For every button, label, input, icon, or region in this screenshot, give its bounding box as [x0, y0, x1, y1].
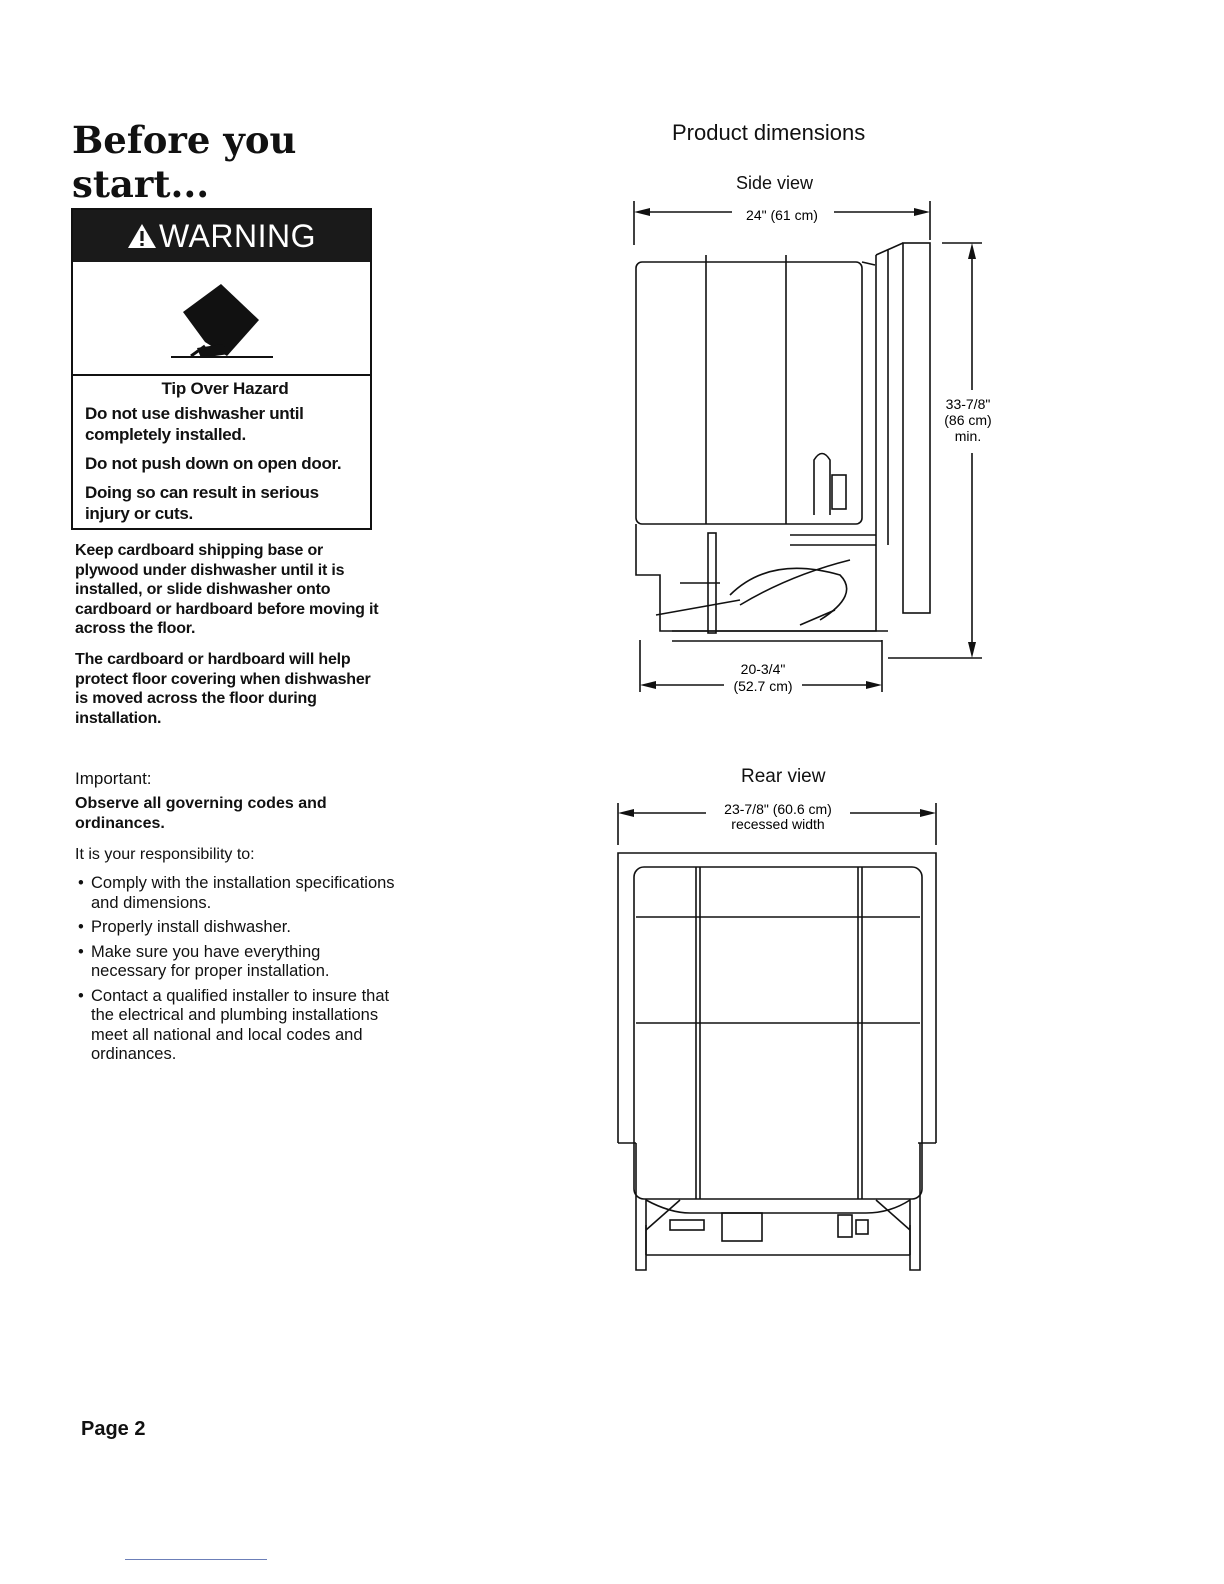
side-base-dimension-1: 20-3/4"	[740, 661, 786, 677]
list-item: • Make sure you have everything necessary for proper installation.	[78, 943, 398, 982]
observe-codes: Observe all governing codes and ordinances.	[75, 795, 327, 832]
warning-box	[71, 208, 372, 530]
responsibility-intro: It is your responsibility to:	[75, 846, 255, 863]
heading-line-1: Before you	[72, 118, 297, 162]
list-item: • Comply with the installation specifications and dimensions.	[78, 874, 398, 913]
rear-view-label: Rear view	[741, 766, 826, 787]
side-depth-dimension: 24" (61 cm)	[746, 207, 818, 223]
warning-header	[73, 210, 370, 262]
product-dimensions-title: Product dimensions	[672, 120, 866, 145]
warning-line: Do not use dishwasher until completely installed.	[85, 404, 304, 444]
warning-text	[85, 378, 365, 532]
hazard-title: Tip Over Hazard	[161, 379, 289, 398]
warning-line: Doing so can result in serious injury or cuts.	[85, 483, 319, 523]
side-view-diagram	[620, 195, 1020, 705]
important-label: Important:	[75, 769, 152, 788]
side-height-dimension-1: 33-7/8"	[945, 396, 991, 412]
tipping-dishwasher-icon	[73, 262, 370, 374]
list-item: • Contact a qualified installer to insure that the electrical and plumbing installations meet all national and local codes and ordinances.	[78, 987, 398, 1065]
rear-view-diagram	[610, 795, 950, 1280]
warning-line: Do not push down on open door.	[85, 454, 342, 473]
tip-over-pictogram	[73, 262, 370, 376]
heading-line-2: start...	[72, 162, 210, 206]
shipping-base-paragraph: Keep cardboard shipping base or plywood under dishwasher until it is installed, or slide dishwasher onto cardboard or hardboard before moving it across the floor.	[75, 542, 379, 637]
rear-width-dimension-1: 23-7/8" (60.6 cm)	[724, 801, 832, 817]
page-heading	[72, 118, 296, 206]
side-view-label: Side view	[736, 173, 814, 193]
rear-width-dimension-2: recessed width	[731, 816, 825, 832]
warning-triangle-icon	[127, 222, 157, 250]
footer-rule	[125, 1559, 267, 1560]
side-base-dimension-2: (52.7 cm)	[733, 678, 793, 694]
responsibility-list	[78, 874, 398, 1070]
warning-label: WARNING	[159, 217, 316, 254]
side-height-dimension-2: (86 cm)	[944, 412, 992, 428]
list-item: • Properly install dishwasher.	[78, 918, 398, 938]
page-number: Page 2	[81, 1418, 146, 1440]
floor-protect-paragraph: The cardboard or hardboard will help protect floor covering when dishwasher is moved across the floor during installation.	[75, 651, 371, 727]
side-height-dimension-3: min.	[954, 428, 982, 444]
